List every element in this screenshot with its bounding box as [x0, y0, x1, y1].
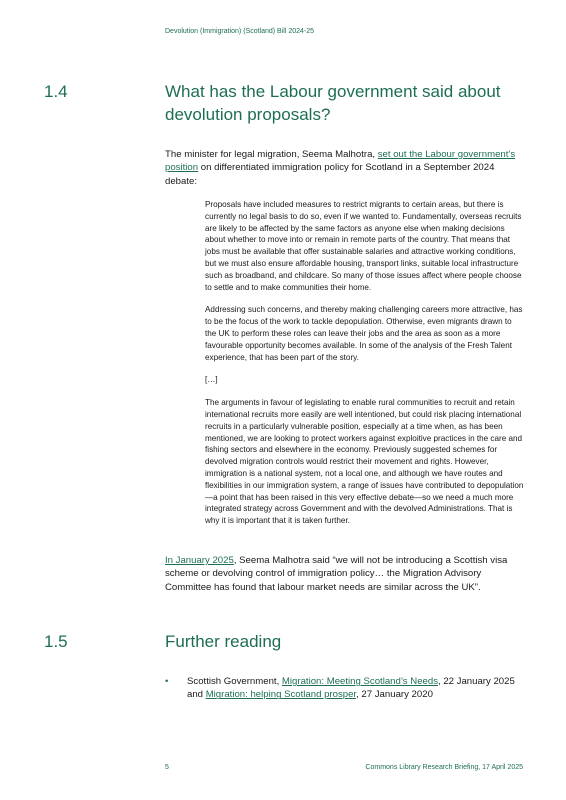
- quote-paragraph: The arguments in favour of legislating to enable rural communities to recruit and retain international recruits more easily are well intentioned, but could risk placing international recruits in a particularly vulnerable position, especially at a time when, as has been mentioned, we are looking to protect workers against exploitive practices in the care and fishing sectors and elsewhere in the economy. Previously suggested schemes for devolved migration controls would restrict their movement and rights. However, immigration is a national system, not a local one, and although we have routes and flexibilities in our immigration system, a range of issues have contributed to depopulation—a point that has been raised in this very effective debate—so we need a much more integrated strategy across Government and with the devolved Administrations. That is why it is important that it is taken further.: [205, 398, 524, 526]
- quote-paragraph: Proposals have included measures to restrict migrants to certain areas, but there is currently no legal basis to do so, even if we wanted to. Fundamentally, overseas recruits are likely to be affected by the same factors as anyone else when making decisions about whether to move into or remain in remote parts of the country. That means that jobs must be available that offer sustainable salaries and attractive working conditions, but we must also ensure affordable housing, transport links, suitable local infrastructure such as broadband, and childcare. So many of those issues affect where people choose to settle and to make communities their home.: [205, 200, 522, 292]
- footer-briefing: Commons Library Research Briefing, 17 April 2025: [365, 764, 523, 771]
- labour-position-link[interactable]: set out the Labour government’s position: [165, 149, 516, 174]
- closing-paragraph: [165, 554, 525, 594]
- quote-block: [205, 199, 525, 538]
- intro-paragraph: [165, 148, 525, 188]
- section-number: 1.5: [44, 632, 68, 651]
- intro-text-before: The minister for legal migration, Seema Malhotra,: [165, 149, 378, 160]
- item-text-after: , 27 January 2020: [356, 689, 433, 701]
- section-title: What has the Labour government said about devolution proposals?: [165, 82, 501, 124]
- quote-ellipsis: […]: [205, 375, 218, 385]
- helping-scotland-link[interactable]: Migration: helping Scotland prosper: [205, 689, 357, 701]
- list-item: [165, 675, 525, 702]
- intro-text-after: on differentiated immigration policy for Scotland in a September 2024 debate:: [165, 162, 495, 187]
- further-reading-list: [165, 675, 525, 702]
- closing-text: , Seema Malhotra said “we will not be introducing a Scottish visa scheme or devolving control of immigration policy… the Migration Advisory Committee has found that labour market needs are similar across the UK”.: [165, 555, 508, 593]
- running-header: Devolution (Immigration) (Scotland) Bill 2024-25: [165, 28, 315, 35]
- section-number: 1.4: [44, 82, 68, 101]
- bullet-icon: •: [165, 676, 169, 687]
- item-text-mid: , 22 January 2025 and: [187, 676, 515, 701]
- january-2025-link[interactable]: In January 2025: [165, 555, 234, 566]
- item-text-before: Scottish Government,: [187, 676, 282, 687]
- section-title: Further reading: [165, 632, 282, 651]
- page-number: 5: [165, 764, 169, 771]
- quote-paragraph: Addressing such concerns, and thereby making challenging careers more attractive, has to be the focus of the work to tackle depopulation. Otherwise, even migrants drawn to the UK to perform these roles can leave their jobs and the area as soon as a more favourable opportunity becomes available. In some of the analysis of the Fresh Talent experience, that has been part of the story.: [205, 305, 523, 362]
- meeting-needs-link[interactable]: Migration: Meeting Scotland’s Needs: [281, 676, 438, 687]
